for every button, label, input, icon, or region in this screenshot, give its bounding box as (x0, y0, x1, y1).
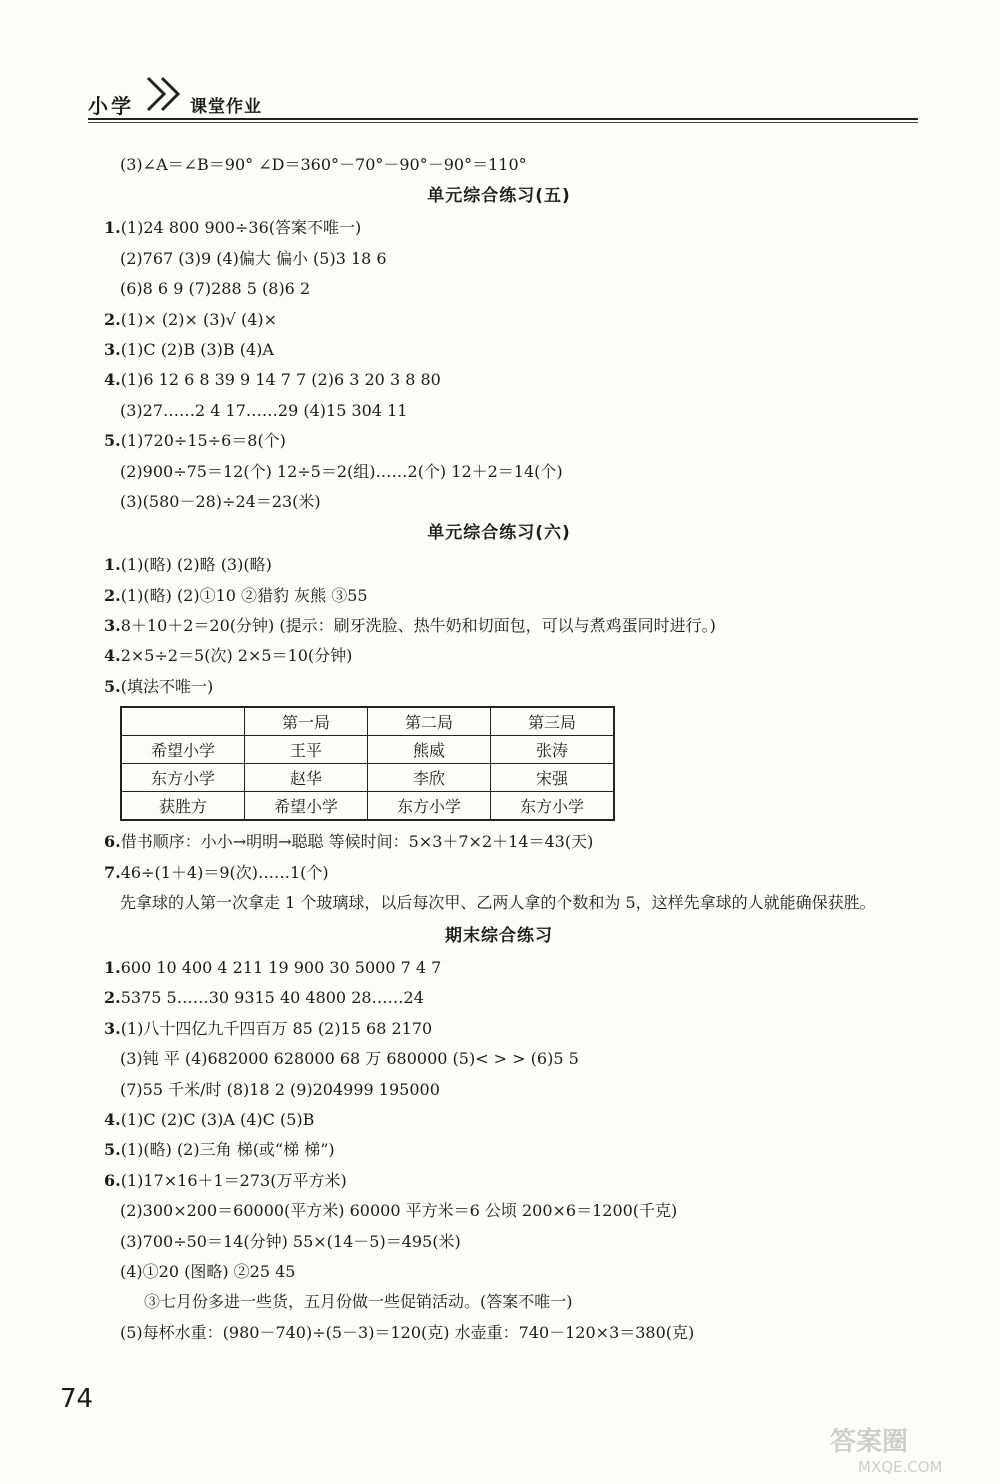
answer-text: 600 10 400 4 211 19 900 30 5000 7 4 7 (120, 958, 442, 978)
table-cell: 宋强 (491, 764, 615, 792)
table-cell: 李欣 (368, 764, 491, 792)
answer-line: ③七月份多进一些货，五月份做一些促销活动。(答案不唯一) (144, 1292, 573, 1312)
answer-text: (1)720÷15÷6＝8(个) (120, 431, 286, 451)
answer-line (104, 581, 934, 611)
answer-line: (6)8 6 9 (7)288 5 (8)6 2 (120, 279, 311, 299)
watermark-text: 答案圈 (830, 1427, 909, 1457)
answer-text: (1)17×16＋1＝273(万平方米) (120, 1170, 347, 1190)
answer-text: (1)6 12 6 8 39 9 14 7 7 (2)6 3 20 3 8 80 (120, 370, 441, 390)
table-header-cell (121, 707, 245, 736)
answer-text: (1)24 800 900÷36(答案不唯一) (120, 218, 362, 238)
table-cell: 张涛 (491, 736, 615, 764)
brand-label: 小学 (88, 94, 134, 118)
answer-line (104, 426, 934, 456)
intro-line: (3)∠A＝∠B＝90° ∠D＝360°－70°－90°－90°＝110° (120, 155, 527, 174)
answer-text: 借书顺序：小小→明明→聪聪 等候时间：5×3＋7×2＋14＝43(天) (120, 832, 594, 852)
watermark-logo (824, 1420, 984, 1478)
answer-line: (3)700÷50＝14(分钟) 55×(14－5)＝495(米) (120, 1231, 461, 1251)
answer-line (104, 983, 934, 1013)
answer-content (104, 150, 934, 1348)
answer-line (104, 827, 934, 857)
answer-line: (2)900÷75＝12(个) 12÷5＝2(组)……2(个) 12＋2＝14(个) (120, 461, 563, 481)
explanation-paragraph: 先拿球的人第一次拿走 1 个玻璃球，以后每次甲、乙两人拿的个数和为 5，这样先拿球的人就能确保获胜。 (120, 893, 876, 913)
answer-line (104, 305, 934, 335)
answer-line (104, 1014, 934, 1044)
answer-text: (填法不唯一) (120, 676, 214, 696)
table-header-cell: 第二局 (368, 707, 491, 736)
answer-line (104, 858, 934, 888)
answer-line: (5)每杯水重：(980－740)÷(5－3)＝120(克) 水壶重：740－120×3＝380(克) (120, 1322, 695, 1342)
question-number: 5. (104, 1140, 121, 1160)
question-number: 6. (104, 832, 121, 852)
table-cell: 王平 (245, 736, 368, 764)
answer-text: (1)八十四亿九千四百万 85 (2)15 68 2170 (120, 1018, 433, 1038)
table-row (121, 764, 614, 792)
double-chevron-icon (144, 74, 188, 114)
watermark-url: MXQE.COM (858, 1458, 943, 1476)
header-rule (88, 118, 918, 120)
answer-text: (1)(略) (2)略 (3)(略) (120, 555, 272, 575)
answer-line (104, 1166, 934, 1196)
question-number: 1. (104, 958, 121, 978)
match-table (120, 706, 615, 821)
page-header (88, 72, 918, 124)
answer-line: (2)767 (3)9 (4)偏大 偏小 (5)3 18 6 (120, 248, 387, 268)
answer-text: (1)C (2)C (3)A (4)C (5)B (120, 1109, 315, 1129)
book-subtitle: 课堂作业 (190, 97, 262, 117)
table-cell: 东方小学 (121, 764, 245, 792)
question-number: 4. (104, 1109, 121, 1129)
answer-line (104, 550, 934, 580)
answer-text: 2×5÷2＝5(次) 2×5＝10(分钟) (120, 646, 353, 666)
answer-line: (3)27……2 4 17……29 (4)15 304 11 (120, 400, 408, 420)
answer-line (104, 365, 934, 395)
answer-line (104, 213, 934, 243)
table-row (121, 792, 614, 821)
table-header-cell: 第三局 (491, 707, 615, 736)
answer-line: (4)①20 (图略) ②25 45 (120, 1261, 296, 1281)
table-cell: 熊威 (368, 736, 491, 764)
section-title: 单元综合练习(六) (427, 523, 571, 544)
question-number: 2. (104, 585, 121, 605)
answer-line: (3)钝 平 (4)682000 628000 68 万 680000 (5)< > > (6)5 5 (120, 1049, 579, 1069)
question-number: 5. (104, 431, 121, 451)
answer-line: (7)55 千米/时 (8)18 2 (9)204999 195000 (120, 1079, 440, 1099)
table-cell: 东方小学 (491, 792, 615, 821)
table-cell: 东方小学 (368, 792, 491, 821)
table-row (121, 736, 614, 764)
answer-text: (1)C (2)B (3)B (4)A (120, 339, 274, 359)
answer-text: (1)(略) (2)①10 ②猎豹 灰熊 ③55 (120, 585, 368, 605)
table-header-cell: 第一局 (245, 707, 368, 736)
answer-text: 5375 5……30 9315 40 4800 28……24 (120, 988, 424, 1008)
question-number: 3. (104, 339, 121, 359)
table-cell: 希望小学 (245, 792, 368, 821)
table-header-row (121, 707, 614, 736)
table-cell: 希望小学 (121, 736, 245, 764)
question-number: 1. (104, 555, 121, 575)
table-cell: 获胜方 (121, 792, 245, 821)
answer-line: (3)(580－28)÷24＝23(米) (120, 491, 321, 511)
answer-line: (2)300×200＝60000(平方米) 60000 平方米＝6 公顷 200×6＝1200(千克) (120, 1201, 678, 1221)
question-number: 2. (104, 988, 121, 1008)
answer-line (104, 953, 934, 983)
answer-line (104, 1105, 934, 1135)
table-cell: 赵华 (245, 764, 368, 792)
question-number: 2. (104, 309, 121, 329)
answer-line (104, 1135, 934, 1165)
answer-line (104, 641, 934, 671)
section-title: 期末综合练习 (445, 926, 553, 947)
answer-text: 8＋10＋2＝20(分钟) (提示：刷牙洗脸、热牛奶和切面包，可以与煮鸡蛋同时进行。) (120, 616, 716, 636)
question-number: 4. (104, 646, 121, 666)
answer-line (104, 611, 934, 641)
section-title: 单元综合练习(五) (427, 186, 571, 207)
answer-text: 46÷(1＋4)＝9(次)……1(个) (120, 862, 329, 882)
question-number: 3. (104, 616, 121, 636)
question-number: 4. (104, 370, 121, 390)
answer-text: (1)(略) (2)三角 梯(或“梯 梯”) (120, 1140, 335, 1160)
question-number: 3. (104, 1018, 121, 1038)
answer-text: (1)× (2)× (3)√ (4)× (120, 309, 278, 329)
header-rule-thin (88, 122, 918, 123)
question-number: 5. (104, 676, 121, 696)
question-number: 1. (104, 218, 121, 238)
answer-line (104, 672, 934, 702)
page-number: 74 (60, 1384, 94, 1414)
question-number: 6. (104, 1170, 121, 1190)
answer-line (104, 335, 934, 365)
question-number: 7. (104, 862, 121, 882)
